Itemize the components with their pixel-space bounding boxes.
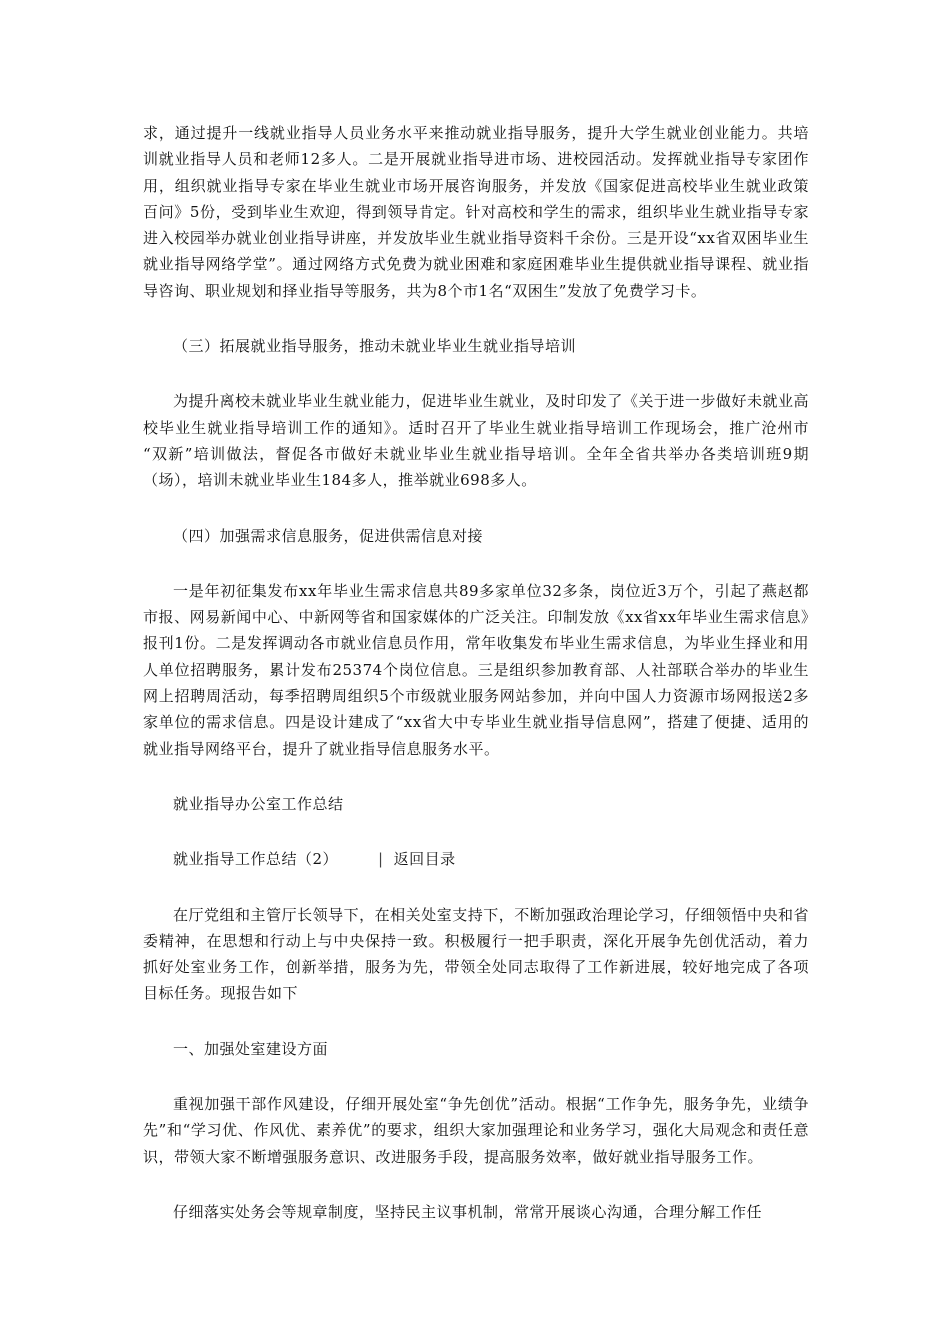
paragraph-demand-info: 一是年初征集发布xx年毕业生需求信息共89多家单位32多条，岗位近3万个，引起了燕赵都市报、网易新闻中心、中新网等省和国家媒体的广泛关注。印制发放《xx省xx年毕业生需求信息》报刊1份。二是发挥调动各市就业信息员作用，常年收集发布毕业生需求信息，为毕业生择业和用人单位招聘服务，累计发布25374个岗位信息。三是组织参加教育部、人社部联合举办的毕业生网上招聘周活动，每季招聘周组织5个市级就业服务网站参加，并向中国人力资源市场网报送2多家单位的需求信息。四是设计建成了“xx省大中专毕业生就业指导信息网”，搭建了便捷、适用的就业指导网络平台，提升了就业指导信息服务水平。 [143, 581, 809, 758]
document-body [143, 120, 809, 1254]
subtitle-line [143, 846, 809, 872]
paragraph-rules: 仔细落实处务会等规章制度，坚持民主议事机制，常常开展谈心沟通，合理分解工作任 [173, 1202, 763, 1221]
paragraph-continued: 求，通过提升一线就业指导人员业务水平来推动就业指导服务，提升大学生就业创业能力。共培训就业指导人员和老师12多人。二是开展就业指导进市场、进校园活动。发挥就业指导专家团作用，组织就业指导专家在毕业生就业市场开展咨询服务，并发放《国家促进高校毕业生就业政策百问》5份，受到毕业生欢迎，得到领导肯定。针对高校和学生的需求，组织毕业生就业指导专家进入校园举办就业创业指导讲座，并发放毕业生就业指导资料千余份。三是开设“xx省双困毕业生就业指导网络学堂”。通过网络方式免费为就业困难和家庭困难毕业生提供就业指导课程、就业指导咨询、职业规划和择业指导等服务，共为8个市1名“双困生”发放了免费学习卡。 [143, 124, 809, 300]
document-title: 就业指导办公室工作总结 [173, 794, 344, 813]
section-heading-1: 一、加强处室建设方面 [173, 1039, 329, 1058]
separator: | [378, 850, 384, 869]
section-heading-3: （三）拓展就业指导服务，推动未就业毕业生就业指导培训 [173, 337, 577, 356]
back-to-contents-link[interactable]: 返回目录 [393, 850, 456, 869]
paragraph-training: 为提升离校未就业毕业生就业能力，促进毕业生就业，及时印发了《关于进一步做好未就业高校毕业生就业指导培训工作的通知》。适时召开了毕业生就业指导培训工作现场会，推广沧州市 “双新”培训做法，督促各市做好未就业毕业生就业指导培训。全年全省共举办各类培训班9期（场），培训未就业毕业生184多人，推举就业698多人。 [143, 392, 809, 490]
paragraph-style-building: 重视加强干部作风建设，仔细开展处室“争先创优”活动。根据“工作争先，服务争先，业绩争先”和“学习优、作风优、素养优”的要求，组织大家加强理论和业务学习，强化大局观念和责任意识，带领大家不断增强服务意识、改进服务手段，提高服务效率，做好就业指导服务工作。 [143, 1095, 809, 1166]
section-heading-4: （四）加强需求信息服务，促进供需信息对接 [173, 526, 484, 545]
subtitle-text: 就业指导工作总结（2） [173, 850, 339, 869]
paragraph-intro: 在厅党组和主管厅长领导下，在相关处室支持下，不断加强政治理论学习，仔细领悟中央和省委精神，在思想和行动上与中央保持一致。积极履行一把手职责，深化开展争先创优活动，着力抓好处室业务工作，创新举措，服务为先，带领全处同志取得了工作新进展，较好地完成了各项目标任务。现报告如下 [143, 905, 809, 1003]
